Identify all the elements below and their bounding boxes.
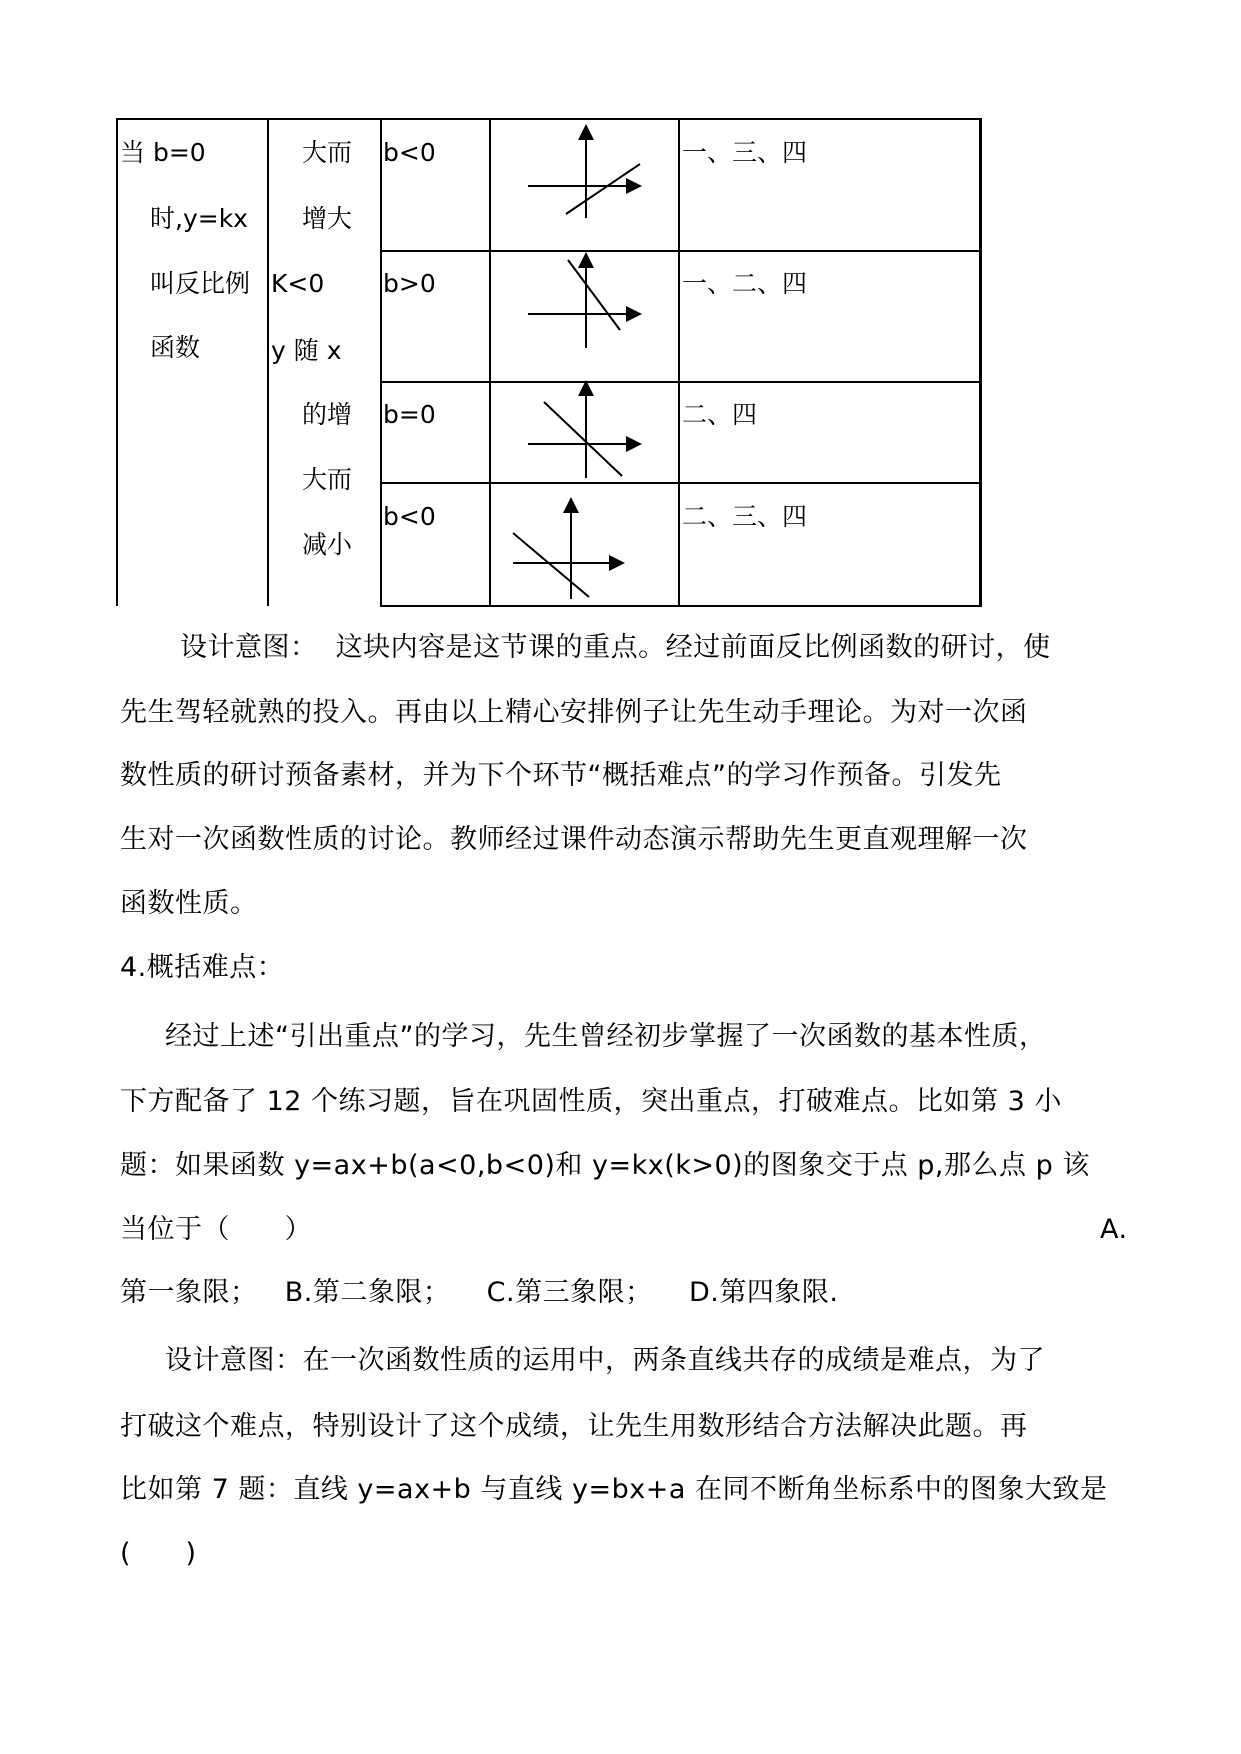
paragraph-line: 设计意图： 这块内容是这节课的重点。经过前面反比例函数的研讨，使 bbox=[180, 632, 1051, 663]
table-col-divider bbox=[380, 118, 382, 606]
graph-b-zero-k-negative bbox=[520, 380, 650, 480]
condition-cell: b=0 bbox=[383, 400, 436, 429]
paragraph-line: 经过上述“引出重点”的学习，先生曾经初步掌握了一次函数的基本性质， bbox=[165, 1021, 1047, 1052]
paragraph-line: 下方配备了 12 个练习题，旨在巩固性质，突出重点，打破难点。比如第 3 小 bbox=[120, 1086, 1062, 1117]
quadrant-cell: 二、三、四 bbox=[682, 502, 808, 531]
table-cell-text: 叫反比例 bbox=[150, 269, 251, 298]
paragraph-line: 题：如果函数 y=ax+b(a<0,b<0)和 y=kx(k>0)的图象交于点 p,那么点 p 该 bbox=[120, 1150, 1090, 1181]
table-cell-text: 时,y=kx bbox=[150, 204, 248, 233]
table-row-divider bbox=[380, 250, 982, 252]
condition-cell: b<0 bbox=[383, 138, 436, 167]
paragraph-line: 比如第 7 题：直线 y=ax+b 与直线 y=bx+a 在同不断角坐标系中的图象大致是 bbox=[120, 1474, 1108, 1505]
table-cell-text: 大而 bbox=[302, 138, 353, 167]
table-cell-text: 当 b=0 bbox=[120, 138, 206, 167]
quadrant-cell: 一、三、四 bbox=[682, 138, 808, 167]
paragraph-line: 函数性质。 bbox=[120, 888, 258, 919]
condition-cell: b<0 bbox=[383, 502, 436, 531]
table-cell-text: 大而 bbox=[302, 465, 353, 494]
paragraph-line: 当位于（ ） bbox=[120, 1214, 312, 1245]
section-heading: 4.概括难点： bbox=[120, 952, 285, 983]
option-a-letter: A. bbox=[1100, 1214, 1128, 1245]
table-row-divider bbox=[380, 482, 982, 484]
graph-b-negative-k-positive bbox=[520, 122, 650, 232]
paragraph-line: 设计意图：在一次函数性质的运用中，两条直线共存的成绩是难点，为了 bbox=[165, 1345, 1045, 1376]
quadrant-cell: 二、四 bbox=[682, 400, 758, 429]
table-border-top bbox=[116, 118, 982, 120]
graph-b-positive-k-negative bbox=[520, 250, 650, 360]
paragraph-line: 打破这个难点，特别设计了这个成绩，让先生用数形结合方法解决此题。再 bbox=[120, 1411, 1028, 1442]
table-cell-text: 函数 bbox=[150, 333, 201, 362]
graph-b-negative-k-negative bbox=[505, 495, 635, 605]
table-cell-text: 的增 bbox=[302, 400, 353, 429]
condition-cell: b>0 bbox=[383, 269, 436, 298]
table-cell-text: 减小 bbox=[302, 530, 353, 559]
table-row-divider bbox=[380, 381, 982, 383]
answer-options: 第一象限； B.第二象限； C.第三象限； D.第四象限. bbox=[120, 1277, 839, 1308]
table-col-divider bbox=[267, 118, 269, 606]
table-cell-text: y 随 x bbox=[271, 336, 342, 365]
table-col-divider bbox=[489, 118, 491, 606]
table-border-left bbox=[116, 118, 118, 606]
table-border-right bbox=[979, 118, 982, 606]
paragraph-line: 生对一次函数性质的讨论。教师经过课件动态演示帮助先生更直观理解一次 bbox=[120, 824, 1028, 855]
table-border-bottom bbox=[380, 605, 982, 607]
quadrant-cell: 一、二、四 bbox=[682, 269, 808, 298]
table-cell-text: 增大 bbox=[302, 204, 353, 233]
table-cell-text: K<0 bbox=[271, 269, 325, 298]
paragraph-line: ( ) bbox=[120, 1538, 197, 1569]
table-col-divider bbox=[678, 118, 680, 606]
paragraph-line: 数性质的研讨预备素材，并为下个环节“概括难点”的学习作预备。引发先 bbox=[120, 760, 1002, 791]
paragraph-line: 先生驾轻就熟的投入。再由以上精心安排例子让先生动手理论。为对一次函 bbox=[120, 697, 1028, 728]
